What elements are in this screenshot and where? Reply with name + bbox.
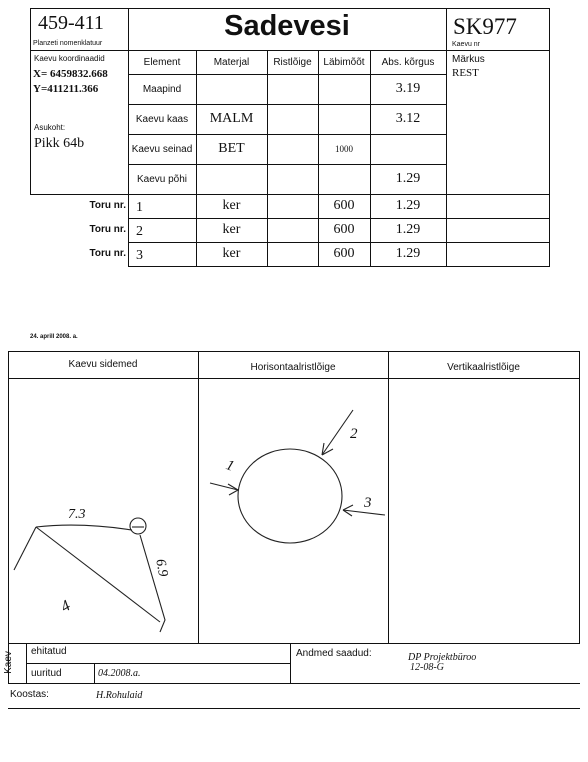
pipe-number: 2	[136, 224, 143, 239]
surveyed-label: uuritud	[31, 668, 62, 679]
row-material: MALM	[209, 111, 254, 126]
col-diameter: Läbimõõt	[323, 56, 365, 68]
pipe-label: Toru nr.	[89, 248, 126, 259]
compiled-label: Koostas:	[10, 689, 49, 700]
compiled-value: H.Rohulaid	[96, 690, 143, 701]
notes-value: REST	[452, 67, 479, 79]
pipe-material: ker	[222, 246, 241, 261]
panel-title-horizontal: Horisontaalristlõige	[250, 362, 336, 373]
pipe-number: 3	[136, 248, 143, 263]
pipe-label: Toru nr.	[89, 200, 126, 211]
coord-y: Y=411211.366	[33, 83, 99, 95]
well-number-label: Kaevu nr	[452, 41, 481, 48]
panel-title-connections: Kaevu sidemed	[68, 359, 138, 370]
row-element: Kaevu kaas	[135, 113, 189, 125]
nomenclature-value: 459-411	[38, 12, 104, 34]
nomenclature-label: Planzeti nomenklatuur	[33, 40, 103, 47]
row-abs-height: 3.19	[395, 81, 421, 96]
coords-label: Kaevu koordinaadid	[34, 54, 105, 63]
sketch-label: 1	[223, 457, 237, 475]
pipe-diameter: 600	[333, 198, 355, 213]
pipe-diameter: 600	[333, 222, 355, 237]
address-value: Pikk 64b	[34, 136, 85, 151]
row-abs-height: 1.29	[395, 171, 421, 186]
col-abs-height: Abs. kõrgus	[381, 56, 435, 68]
col-cross-section: Ristlõige	[273, 56, 312, 68]
date-stamp: 24. aprill 2008. a.	[30, 334, 78, 340]
sketch-label: 3	[364, 495, 372, 511]
pipe-abs-height: 1.29	[395, 222, 421, 237]
col-material: Materjal	[213, 56, 250, 68]
well-number: SK977	[453, 14, 517, 39]
row-diameter: 1000	[335, 144, 353, 154]
row-material: BET	[218, 141, 245, 156]
sketch-label: 2	[350, 426, 358, 442]
col-element: Element	[143, 56, 181, 68]
panel-title-vertical: Vertikaalristlõige	[447, 362, 520, 373]
pipe-label: Toru nr.	[89, 224, 126, 235]
pipe-material: ker	[222, 198, 241, 213]
coord-x: X= 6459832.668	[33, 68, 108, 80]
row-element: Kaevu seinad	[131, 143, 193, 155]
row-element: Kaevu põhi	[136, 173, 188, 185]
data-from-value: DP Projektbüroo	[408, 652, 477, 663]
surveyed-value: 04.2008.a.	[98, 668, 141, 679]
pipe-diameter: 600	[333, 246, 355, 261]
sketch-label: 6.9	[152, 557, 171, 578]
row-element: Maapind	[142, 83, 182, 95]
sketch-label: 7.3	[68, 507, 86, 522]
pipe-abs-height: 1.29	[395, 246, 421, 261]
page-title: Sadevesi	[224, 10, 350, 42]
address-label: Asukoht:	[34, 123, 66, 132]
kaev-label: Kaev	[2, 651, 14, 674]
data-from-code: 12-08-G	[410, 662, 444, 673]
built-label: ehitatud	[31, 646, 67, 657]
row-abs-height: 3.12	[395, 111, 421, 126]
pipe-material: ker	[222, 222, 241, 237]
notes-label: Märkus	[452, 54, 485, 65]
data-from-label: Andmed saadud:	[296, 648, 372, 659]
sketch-label: 4	[58, 597, 74, 616]
pipe-abs-height: 1.29	[395, 198, 421, 213]
pipe-number: 1	[136, 200, 143, 215]
